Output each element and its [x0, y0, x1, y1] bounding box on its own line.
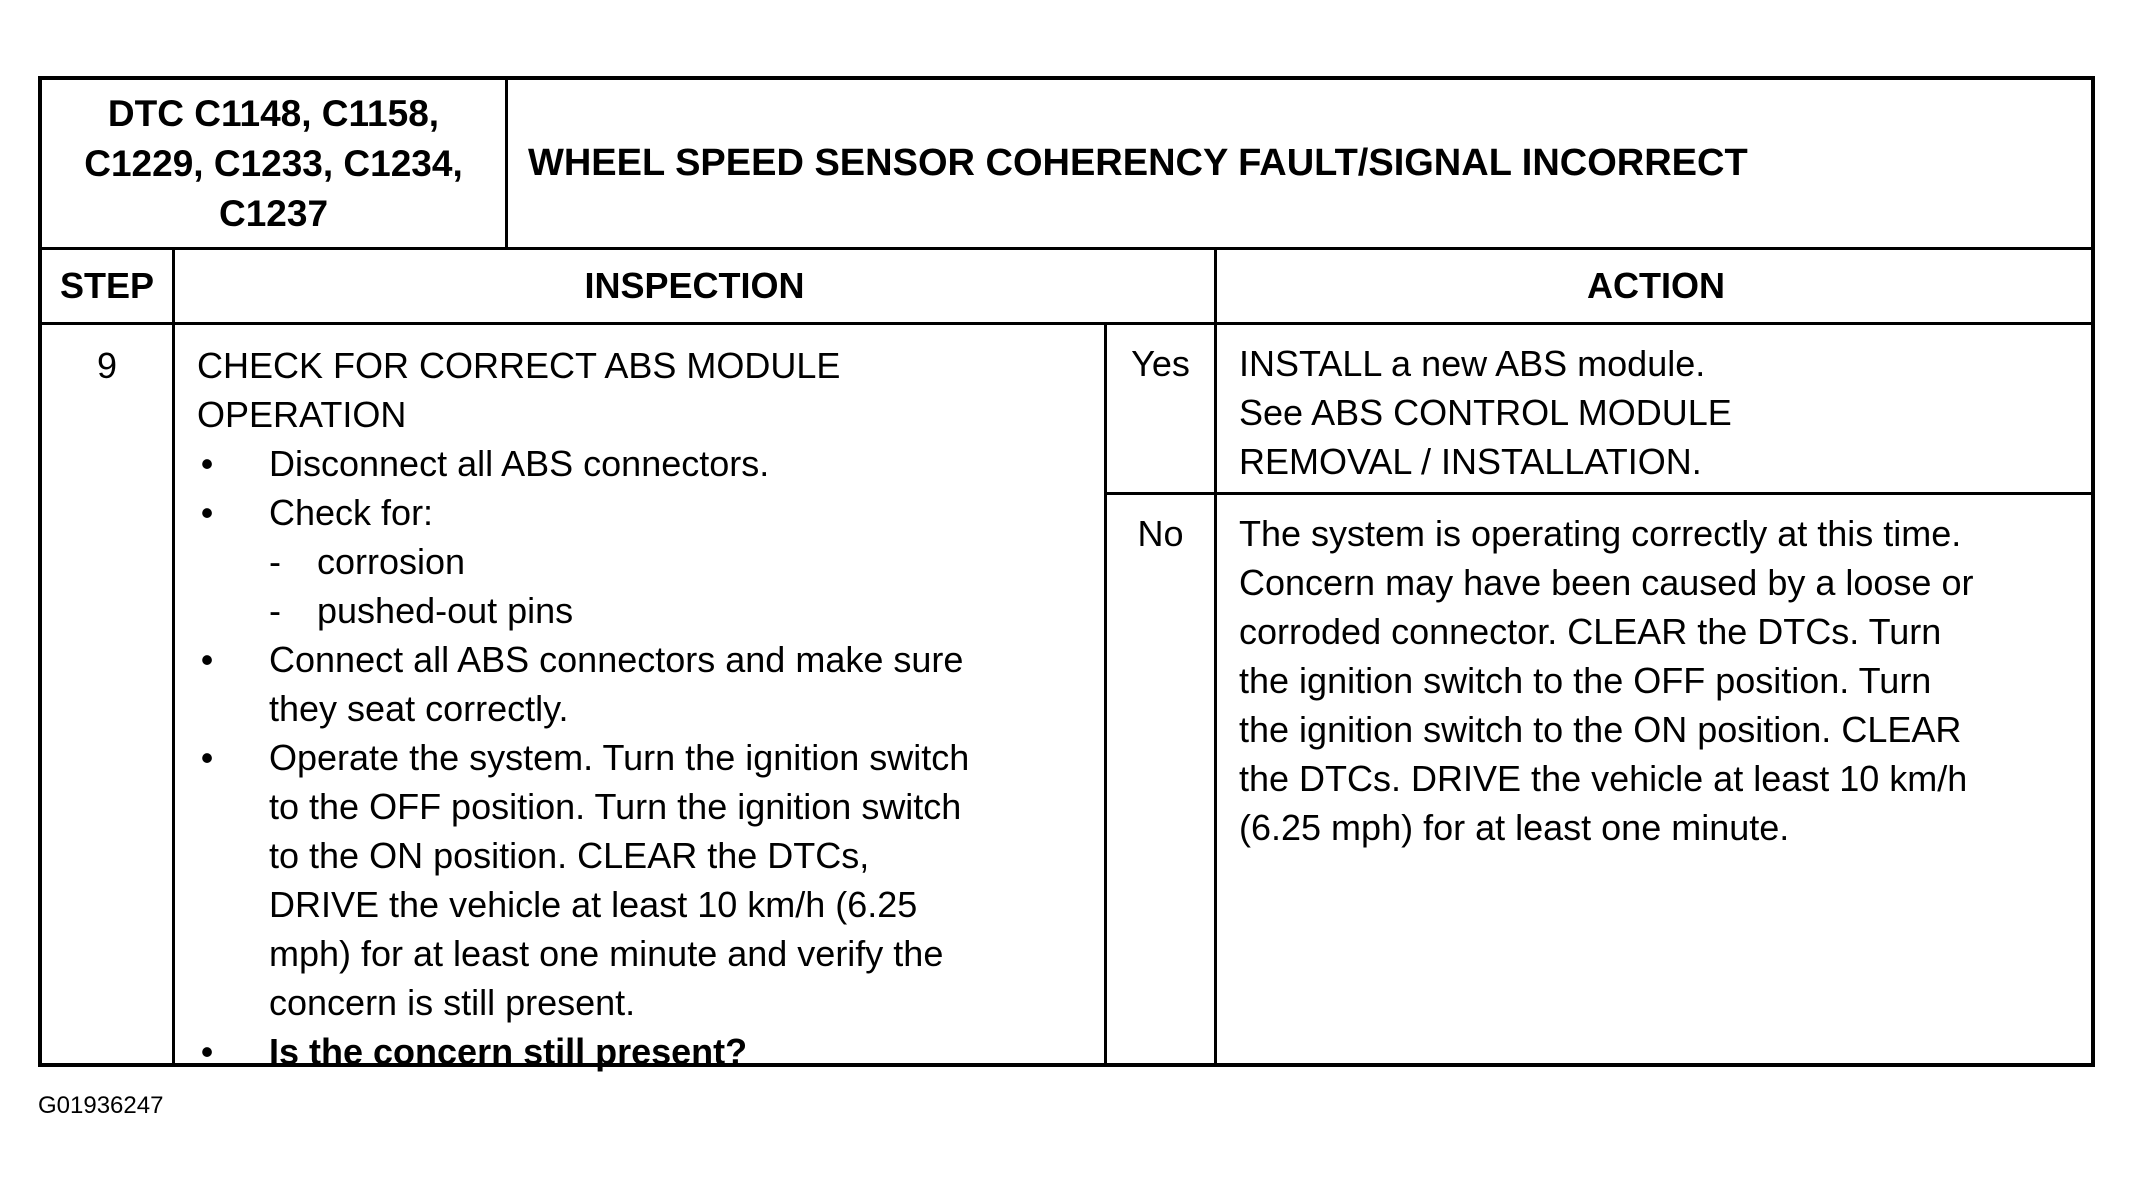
inspection-bullet	[197, 635, 1084, 733]
inspection-bullet	[197, 733, 1084, 1027]
figure-id: G01936247	[38, 1092, 164, 1119]
dash-icon: -	[269, 590, 281, 631]
dtc-codes-cell	[42, 80, 508, 250]
no-action-line: the ignition switch to the ON position. CLEAR	[1239, 709, 1962, 750]
bullet-icon: •	[200, 1031, 214, 1072]
yes-action-line: INSTALL a new ABS module.	[1239, 343, 1706, 384]
step-column-header: STEP	[42, 250, 175, 325]
bullet-line: concern is still present.	[269, 982, 636, 1023]
bullet-icon: •	[200, 443, 214, 484]
bullet-line: they seat correctly.	[269, 688, 569, 729]
no-action-line: the DTCs. DRIVE the vehicle at least 10 km/h	[1239, 758, 1968, 799]
bullet-icon: •	[200, 639, 214, 680]
no-action-line: the ignition switch to the OFF position. Turn	[1239, 660, 1932, 701]
bullet-line: Check for:	[269, 492, 434, 533]
bullet-line: to the ON position. CLEAR the DTCs,	[269, 835, 870, 876]
inspection-heading	[197, 341, 1084, 439]
inspection-question: Is the concern still present?	[269, 1031, 748, 1072]
yes-label: Yes	[1107, 325, 1217, 495]
inspection-heading-line: CHECK FOR CORRECT ABS MODULE	[197, 345, 841, 386]
yes-action-cell	[1217, 325, 2095, 495]
inspection-column-header: INSPECTION	[175, 250, 1217, 325]
inspection-bullet	[197, 1027, 1084, 1076]
inspection-bullet-list	[197, 439, 1084, 1076]
dtc-codes-line: DTC C1148, C1158,	[107, 92, 440, 134]
no-action-line: corroded connector. CLEAR the DTCs. Turn	[1239, 611, 1942, 652]
dtc-codes-line: C1237	[218, 192, 329, 234]
bullet-line: Operate the system. Turn the ignition switch	[269, 737, 970, 778]
dash-icon: -	[269, 541, 281, 582]
bullet-icon: •	[200, 737, 214, 778]
step-number: 9	[42, 325, 175, 1067]
bullet-line: Disconnect all ABS connectors.	[269, 443, 770, 484]
bullet-icon: •	[200, 492, 214, 533]
yes-action-line: See ABS CONTROL MODULE	[1239, 392, 1732, 433]
sub-list	[269, 537, 1084, 635]
no-action-cell	[1217, 495, 2095, 1067]
sub-item-text: corrosion	[317, 541, 466, 582]
yes-action-line: REMOVAL / INSTALLATION.	[1239, 441, 1702, 482]
sub-item	[269, 586, 1084, 635]
no-action-line: (6.25 mph) for at least one minute.	[1239, 807, 1790, 848]
diagnostic-table	[38, 76, 2095, 1072]
dtc-codes-line: C1229, C1233, C1234,	[84, 142, 463, 184]
fault-title: WHEEL SPEED SENSOR COHERENCY FAULT/SIGNAL INCORRECT	[508, 80, 2095, 250]
action-column-header: ACTION	[1217, 250, 2095, 325]
bullet-line: to the OFF position. Turn the ignition switch	[269, 786, 962, 827]
inspection-heading-line: OPERATION	[197, 394, 407, 435]
bullet-line: DRIVE the vehicle at least 10 km/h (6.25	[269, 884, 918, 925]
inspection-bullet	[197, 439, 1084, 488]
bullet-line: Connect all ABS connectors and make sure	[269, 639, 964, 680]
inspection-bullet	[197, 488, 1084, 635]
sub-item	[269, 537, 1084, 586]
sub-item-text: pushed-out pins	[317, 590, 574, 631]
bullet-line: mph) for at least one minute and verify the	[269, 933, 944, 974]
no-action-line: Concern may have been caused by a loose or	[1239, 562, 1974, 603]
no-action-line: The system is operating correctly at this time.	[1239, 513, 1962, 554]
inspection-cell	[175, 325, 1107, 1072]
no-label: No	[1107, 495, 1217, 1067]
